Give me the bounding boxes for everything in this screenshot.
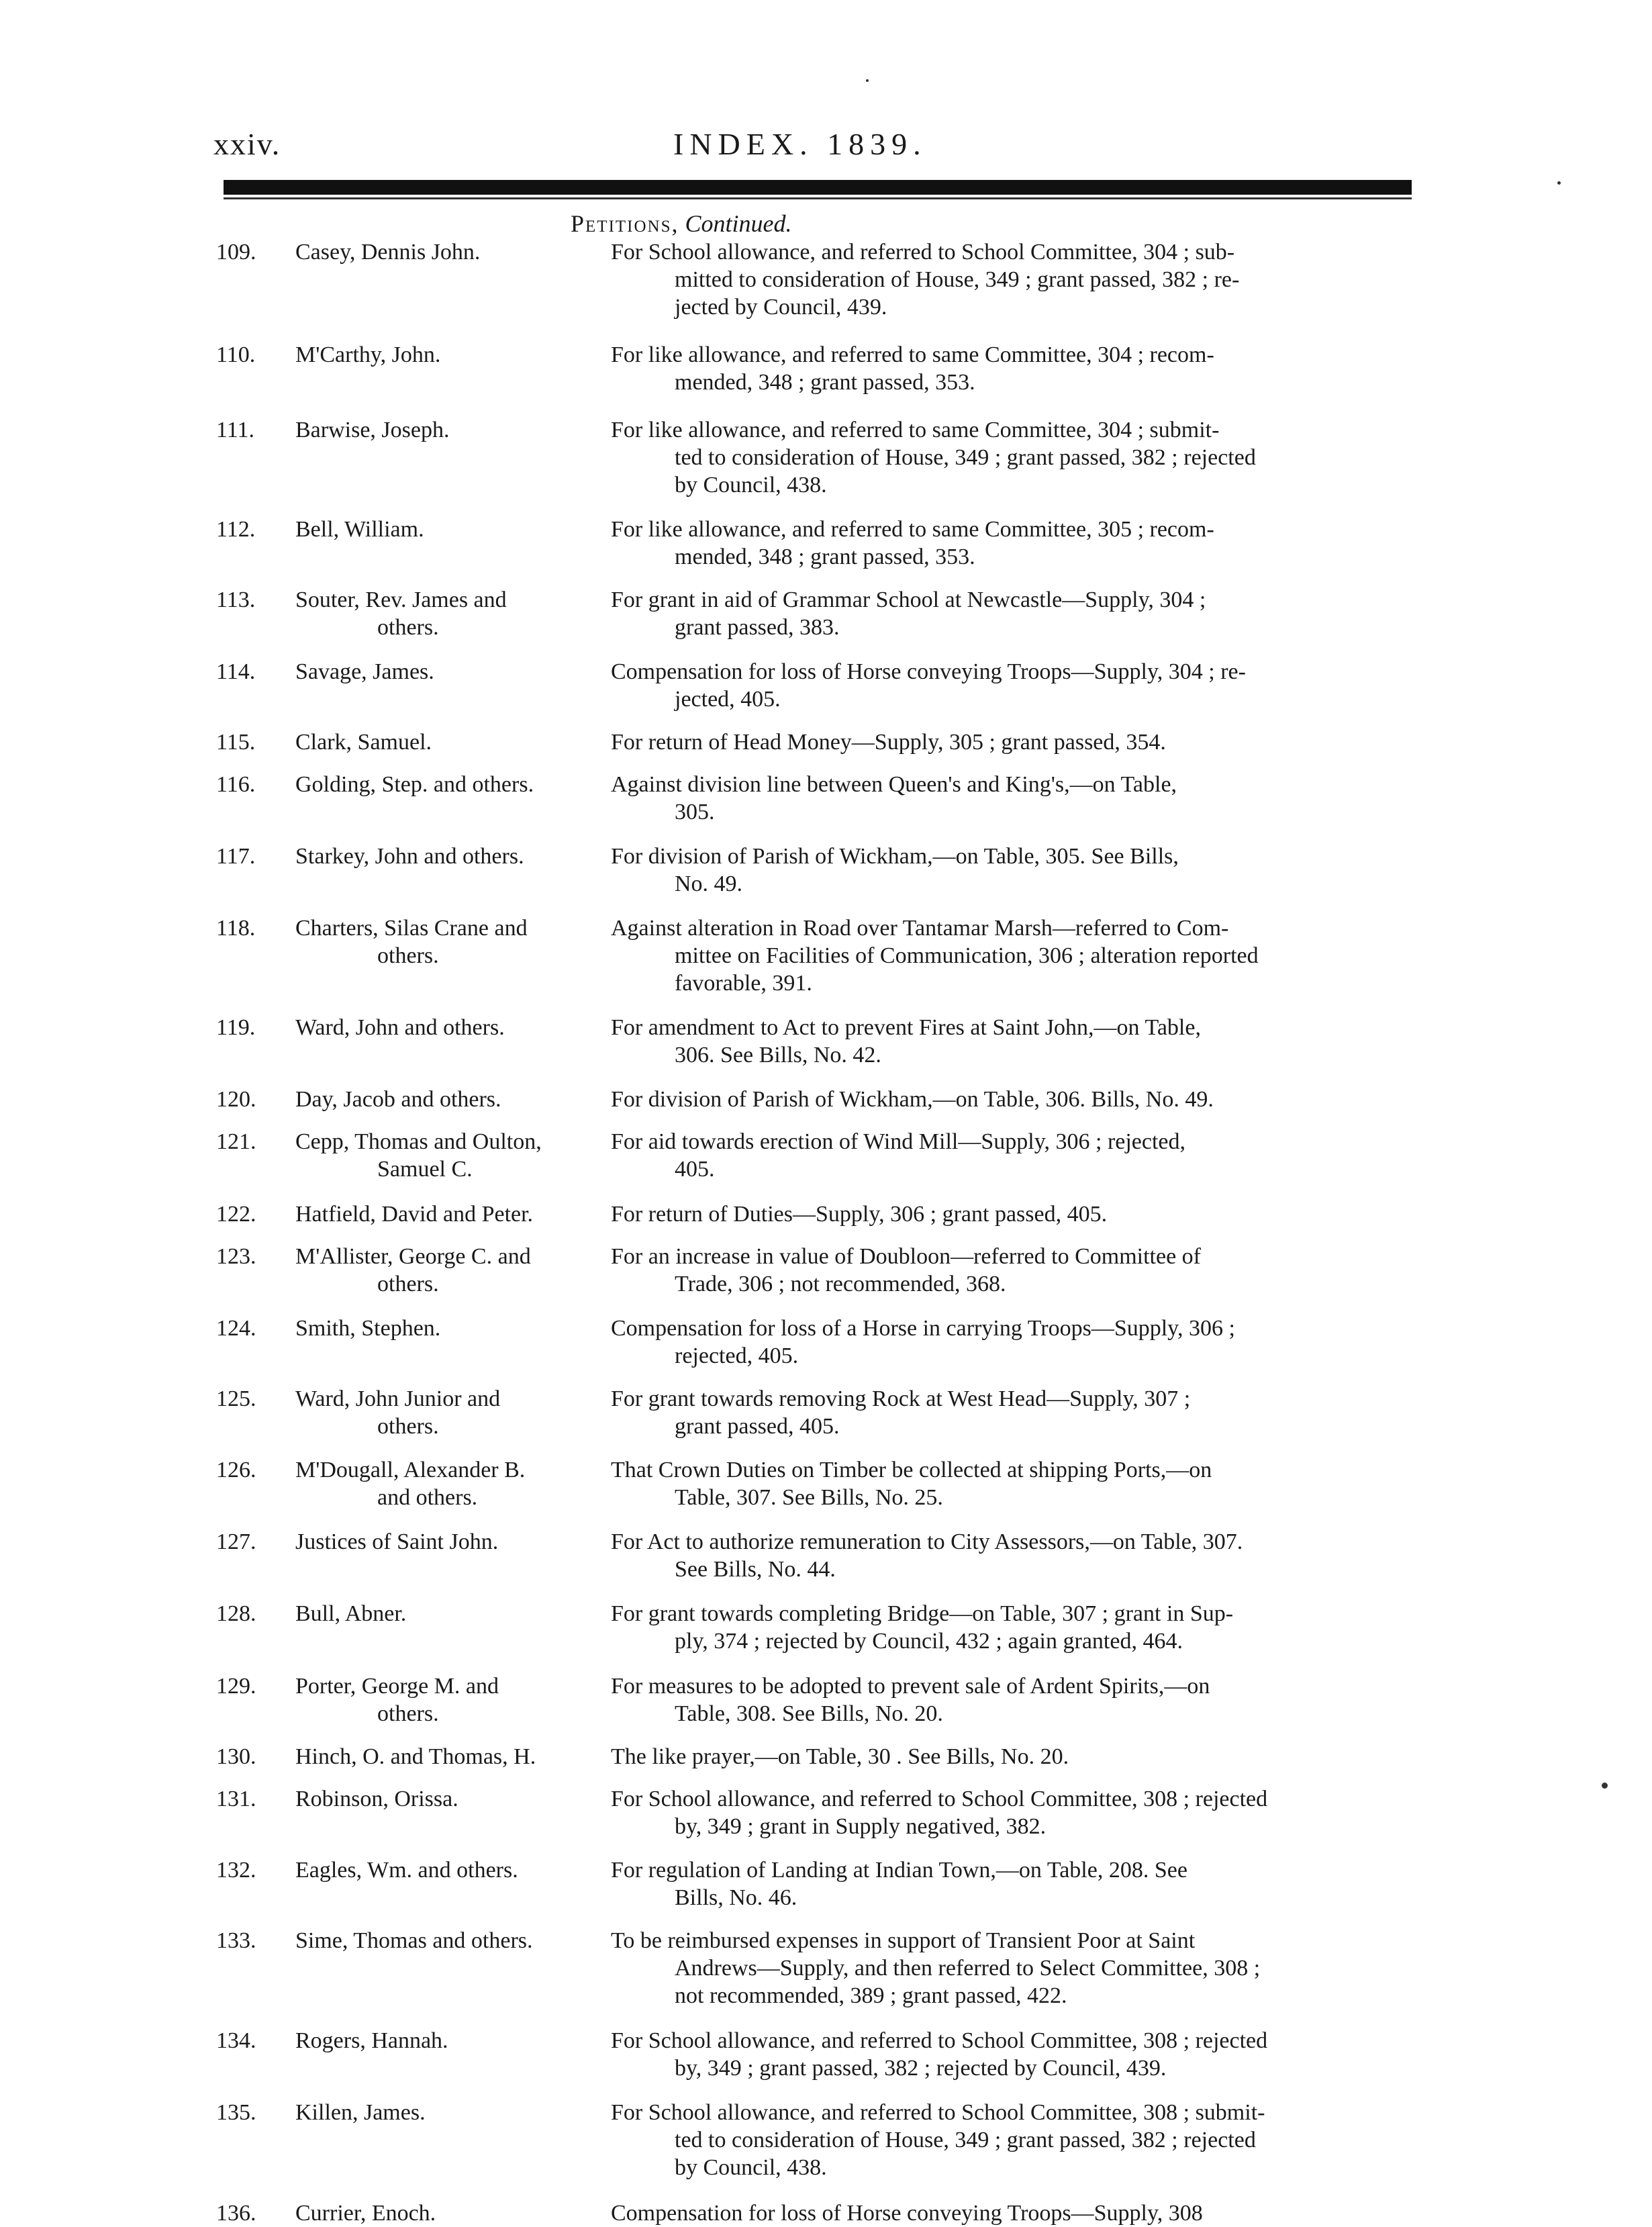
petitioner-name-line: Rogers, Hannah. bbox=[295, 2028, 448, 2053]
petition-number: 128. bbox=[216, 1601, 256, 1626]
petitioner-name bbox=[295, 771, 601, 798]
petition-description bbox=[611, 658, 1416, 713]
petition-number: 112. bbox=[216, 517, 256, 542]
petition-number: 133. bbox=[216, 1928, 256, 1953]
petition-number: 135. bbox=[216, 2100, 256, 2125]
petition-number: 125. bbox=[216, 1386, 256, 1411]
petition-description-line: Against alteration in Road over Tantamar Marsh—referred to Com- bbox=[611, 916, 1229, 941]
petition-number: 136. bbox=[216, 2201, 256, 2226]
petition-number: 124. bbox=[216, 1316, 256, 1341]
petition-description bbox=[611, 341, 1416, 396]
petitioner-name-line: Cepp, Thomas and Oulton, bbox=[295, 1129, 542, 1154]
petitioner-name-line: Ward, John Junior and bbox=[295, 1386, 501, 1411]
petition-description bbox=[611, 1672, 1416, 1727]
petition-description bbox=[611, 1856, 1416, 1911]
petition-description-line: For like allowance, and referred to same Committee, 304 ; recom- bbox=[611, 342, 1214, 367]
petition-description-line: ply, 374 ; rejected by Council, 432 ; again granted, 464. bbox=[675, 1629, 1183, 1654]
petitioner-name bbox=[295, 843, 601, 870]
petition-description-line: grant passed, 383. bbox=[675, 615, 840, 640]
petition-description bbox=[611, 1200, 1416, 1228]
petitioner-name-line: Bull, Abner. bbox=[295, 1601, 407, 1626]
petition-description bbox=[611, 1456, 1416, 1511]
petitioner-name-line: M'Carthy, John. bbox=[295, 342, 441, 367]
page-header bbox=[213, 126, 1408, 167]
petitioner-name-line: Eagles, Wm. and others. bbox=[295, 1858, 518, 1883]
petitioner-name-line: others. bbox=[377, 1701, 439, 1726]
petition-description bbox=[611, 1243, 1416, 1298]
petitioner-name bbox=[295, 1672, 601, 1727]
petition-number: 116. bbox=[216, 772, 256, 797]
petition-description-line: For grant towards removing Rock at West Head—Supply, 307 ; bbox=[611, 1386, 1191, 1411]
petition-description-line: For an increase in value of Doubloon—referred to Committee of bbox=[611, 1244, 1202, 1269]
petition-number: 110. bbox=[216, 342, 256, 367]
petitioner-name-line: M'Dougall, Alexander B. bbox=[295, 1458, 526, 1482]
petitioner-name bbox=[295, 728, 601, 756]
petition-number: 117. bbox=[216, 844, 256, 869]
petition-description-line: Against division line between Queen's and King's,—on Table, bbox=[611, 772, 1177, 797]
print-speck bbox=[866, 79, 869, 82]
petition-description bbox=[611, 1600, 1416, 1655]
petition-description-line: For Act to authorize remuneration to City Assessors,—on Table, 307. bbox=[611, 1529, 1243, 1554]
petitioner-name-line: Porter, George M. and bbox=[295, 1674, 499, 1699]
petition-description-line: For division of Parish of Wickham,—on Table, 306. Bills, No. 49. bbox=[611, 1087, 1214, 1112]
petitioner-name bbox=[295, 586, 601, 641]
petition-description-line: rejected, 405. bbox=[675, 1343, 799, 1368]
petition-description bbox=[611, 728, 1416, 756]
petition-description bbox=[611, 771, 1416, 826]
petitioner-name bbox=[295, 1014, 601, 1041]
petition-description-line: The like prayer,—on Table, 30 . See Bills, No. 20. bbox=[611, 1744, 1069, 1769]
petition-description-line: 405. bbox=[675, 1157, 715, 1182]
petition-description-line: Table, 308. See Bills, No. 20. bbox=[675, 1701, 943, 1726]
petitioner-name-line: Samuel C. bbox=[377, 1157, 473, 1182]
petition-description-line: For amendment to Act to prevent Fires at Saint John,—on Table, bbox=[611, 1015, 1201, 1040]
petition-description bbox=[611, 1315, 1416, 1370]
petitioner-name bbox=[295, 1243, 601, 1298]
petition-description-line: mended, 348 ; grant passed, 353. bbox=[675, 370, 975, 395]
petition-description bbox=[611, 1385, 1416, 1440]
header-rule bbox=[224, 180, 1412, 195]
petition-number: 111. bbox=[216, 418, 254, 442]
page-number: xxiv. bbox=[213, 127, 281, 161]
petitioner-name bbox=[295, 1600, 601, 1627]
petitioner-name bbox=[295, 2027, 601, 2054]
petition-description bbox=[611, 238, 1416, 321]
petitioner-name-line: others. bbox=[377, 1414, 439, 1439]
petitioner-name-line: others. bbox=[377, 615, 439, 640]
petitioner-name bbox=[295, 341, 601, 369]
petition-description-line: by Council, 438. bbox=[675, 2155, 827, 2180]
petitioner-name-line: Justices of Saint John. bbox=[295, 1529, 499, 1554]
petition-description-line: No. 49. bbox=[675, 871, 743, 896]
petitioner-name-line: Souter, Rev. James and bbox=[295, 587, 507, 612]
petition-description bbox=[611, 1927, 1416, 2009]
petition-description-line: 306. See Bills, No. 42. bbox=[675, 1043, 881, 1068]
petition-description-line: For School allowance, and referred to School Committee, 308 ; submit- bbox=[611, 2100, 1265, 2125]
petitioner-name bbox=[295, 658, 601, 685]
petition-description-line: For grant in aid of Grammar School at Newcastle—Supply, 304 ; bbox=[611, 587, 1206, 612]
petition-description-line: To be reimbursed expenses in support of Transient Poor at Saint bbox=[611, 1928, 1196, 1953]
petition-description-line: Trade, 306 ; not recommended, 368. bbox=[675, 1272, 1006, 1296]
petitioner-name-line: Charters, Silas Crane and bbox=[295, 916, 528, 941]
petition-description-line: favorable, 391. bbox=[675, 971, 812, 996]
petition-number: 113. bbox=[216, 587, 256, 612]
petitioner-name bbox=[295, 1315, 601, 1342]
petition-description-line: That Crown Duties on Timber be collected at shipping Ports,—on bbox=[611, 1458, 1212, 1482]
petition-description-line: 305. bbox=[675, 800, 715, 824]
petitioner-name-line: Robinson, Orissa. bbox=[295, 1787, 458, 1811]
petition-description bbox=[611, 1785, 1416, 1840]
petitioner-name-line: Bell, William. bbox=[295, 517, 424, 542]
petition-number: 129. bbox=[216, 1674, 256, 1699]
petition-description bbox=[611, 1014, 1416, 1069]
petitioner-name-line: and others. bbox=[377, 1485, 478, 1510]
petitioner-name bbox=[295, 914, 601, 969]
petitioner-name bbox=[295, 2199, 601, 2227]
petition-description-line: See Bills, No. 44. bbox=[675, 1557, 836, 1582]
petitioner-name-line: Smith, Stephen. bbox=[295, 1316, 441, 1341]
petition-description-line: by, 349 ; grant passed, 382 ; rejected by Council, 439. bbox=[675, 2056, 1167, 2081]
petition-description-line: Compensation for loss of Horse conveying Troops—Supply, 308 bbox=[611, 2201, 1203, 2226]
petition-number: 119. bbox=[216, 1015, 256, 1040]
petitioner-name bbox=[295, 1086, 601, 1113]
petitioner-name bbox=[295, 516, 601, 543]
petition-description-line: For measures to be adopted to prevent sale of Ardent Spirits,—on bbox=[611, 1674, 1210, 1699]
petition-description-line: For return of Duties—Supply, 306 ; grant passed, 405. bbox=[611, 1202, 1108, 1227]
section-title bbox=[571, 209, 792, 238]
petition-description-line: jected by Council, 439. bbox=[675, 295, 887, 320]
petition-description-line: For like allowance, and referred to same Committee, 304 ; submit- bbox=[611, 418, 1220, 442]
petition-description bbox=[611, 416, 1416, 499]
petition-description bbox=[611, 1743, 1416, 1770]
petition-description-line: For School allowance, and referred to School Committee, 304 ; sub- bbox=[611, 240, 1235, 265]
petition-description-line: For School allowance, and referred to School Committee, 308 ; rejected bbox=[611, 2028, 1268, 2053]
petition-description-line: Bills, No. 46. bbox=[675, 1885, 797, 1910]
petition-description-line: For return of Head Money—Supply, 305 ; grant passed, 354. bbox=[611, 730, 1166, 755]
petition-description-line: Compensation for loss of Horse conveying Troops—Supply, 304 ; re- bbox=[611, 659, 1246, 684]
petitioner-name-line: Clark, Samuel. bbox=[295, 730, 432, 755]
petitioner-name bbox=[295, 1856, 601, 1884]
petition-description-line: grant passed, 405. bbox=[675, 1414, 840, 1439]
petition-number: 122. bbox=[216, 1202, 256, 1227]
petitioner-name bbox=[295, 1743, 601, 1770]
petition-description bbox=[611, 914, 1416, 997]
petition-description bbox=[611, 586, 1416, 641]
petition-description-line: For like allowance, and referred to same Committee, 305 ; recom- bbox=[611, 517, 1214, 542]
petition-description-line: ted to consideration of House, 349 ; grant passed, 382 ; rejected bbox=[675, 445, 1256, 470]
petitioner-name-line: Barwise, Joseph. bbox=[295, 418, 450, 442]
petition-description-line: Compensation for loss of a Horse in carrying Troops—Supply, 306 ; bbox=[611, 1316, 1235, 1341]
petition-description-line: For regulation of Landing at Indian Town,—on Table, 208. See bbox=[611, 1858, 1187, 1883]
petition-description-line: mittee on Facilities of Communication, 306 ; alteration reported bbox=[675, 943, 1259, 968]
print-speck bbox=[1602, 1783, 1608, 1789]
petition-description bbox=[611, 1528, 1416, 1583]
petition-description-line: Table, 307. See Bills, No. 25. bbox=[675, 1485, 943, 1510]
petitioner-name-line: Day, Jacob and others. bbox=[295, 1087, 501, 1112]
petition-number: 118. bbox=[216, 916, 256, 941]
petition-number: 123. bbox=[216, 1244, 256, 1269]
petition-description-line: by, 349 ; grant in Supply negatived, 382. bbox=[675, 1814, 1047, 1839]
petition-description bbox=[611, 843, 1416, 898]
petition-description-line: mitted to consideration of House, 349 ; grant passed, 382 ; re- bbox=[675, 267, 1240, 292]
petition-description-line: ted to consideration of House, 349 ; grant passed, 382 ; rejected bbox=[675, 2128, 1256, 2152]
petition-number: 134. bbox=[216, 2028, 256, 2053]
petitioner-name-line: Hinch, O. and Thomas, H. bbox=[295, 1744, 536, 1769]
petitioner-name-line: Killen, James. bbox=[295, 2100, 426, 2125]
petitioner-name bbox=[295, 238, 601, 266]
petitioner-name bbox=[295, 1456, 601, 1511]
petitioner-name-line: others. bbox=[377, 943, 439, 968]
petition-description-line: by Council, 438. bbox=[675, 473, 827, 497]
petition-description-line: Andrews—Supply, and then referred to Select Committee, 308 ; bbox=[675, 1956, 1261, 1981]
petition-number: 121. bbox=[216, 1129, 256, 1154]
petition-number: 115. bbox=[216, 730, 256, 755]
petitioner-name-line: Starkey, John and others. bbox=[295, 844, 524, 869]
petition-description bbox=[611, 2027, 1416, 2082]
print-speck bbox=[1557, 181, 1561, 185]
section-title-continued: Continued. bbox=[685, 210, 792, 237]
petitioner-name-line: others. bbox=[377, 1272, 439, 1296]
running-title: INDEX. 1839. bbox=[673, 127, 927, 161]
petition-number: 109. bbox=[216, 240, 256, 265]
petitioner-name-line: Hatfield, David and Peter. bbox=[295, 1202, 534, 1227]
petitioner-name bbox=[295, 1785, 601, 1813]
petition-description-line: mended, 348 ; grant passed, 353. bbox=[675, 544, 975, 569]
petition-number: 126. bbox=[216, 1458, 256, 1482]
petitioner-name-line: Ward, John and others. bbox=[295, 1015, 505, 1040]
petition-number: 127. bbox=[216, 1529, 256, 1554]
petition-description-line: jected, 405. bbox=[675, 687, 781, 712]
section-title-label: Petitions, bbox=[571, 210, 679, 237]
petition-description-line: For grant towards completing Bridge—on Table, 307 ; grant in Sup- bbox=[611, 1601, 1234, 1626]
petitioner-name bbox=[295, 1128, 601, 1183]
petition-description bbox=[611, 2099, 1416, 2181]
petitioner-name-line: Sime, Thomas and others. bbox=[295, 1928, 533, 1953]
petition-description bbox=[611, 516, 1416, 571]
petition-number: 114. bbox=[216, 659, 256, 684]
petitioner-name-line: Casey, Dennis John. bbox=[295, 240, 481, 265]
petitioner-name-line: Savage, James. bbox=[295, 659, 434, 684]
petition-number: 132. bbox=[216, 1858, 256, 1883]
petitioner-name-line: Currier, Enoch. bbox=[295, 2201, 436, 2226]
petitioner-name bbox=[295, 1200, 601, 1228]
petition-description bbox=[611, 1128, 1416, 1183]
petition-number: 130. bbox=[216, 1744, 256, 1769]
petitioner-name-line: M'Allister, George C. and bbox=[295, 1244, 531, 1269]
petitioner-name-line: Golding, Step. and others. bbox=[295, 772, 534, 797]
petitioner-name bbox=[295, 1927, 601, 1954]
petition-number: 120. bbox=[216, 1087, 256, 1112]
petition-description-line: not recommended, 389 ; grant passed, 422. bbox=[675, 1983, 1067, 2008]
petition-number: 131. bbox=[216, 1787, 256, 1811]
petition-description-line: For division of Parish of Wickham,—on Table, 305. See Bills, bbox=[611, 844, 1179, 869]
petition-description-line: For aid towards erection of Wind Mill—Supply, 306 ; rejected, bbox=[611, 1129, 1186, 1154]
petition-description bbox=[611, 1086, 1416, 1113]
petition-description-line: For School allowance, and referred to School Committee, 308 ; rejected bbox=[611, 1787, 1268, 1811]
petition-description bbox=[611, 2199, 1416, 2227]
petitioner-name bbox=[295, 1528, 601, 1556]
petitioner-name bbox=[295, 2099, 601, 2126]
petitioner-name bbox=[295, 1385, 601, 1440]
petitioner-name bbox=[295, 416, 601, 444]
